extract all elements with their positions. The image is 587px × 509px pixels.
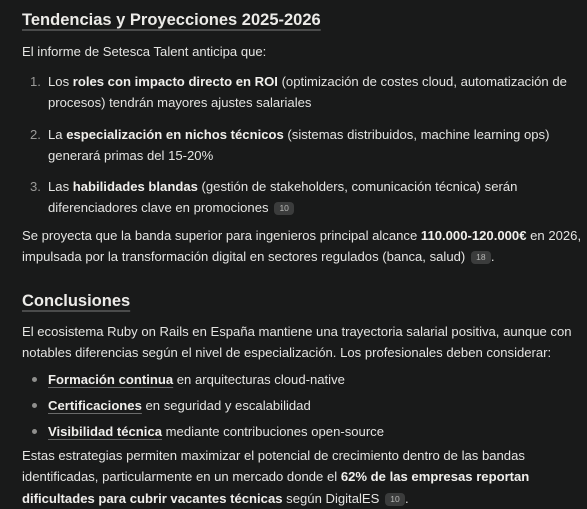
closing-paragraph: Estas estrategias permiten maximizar el potencial de crecimiento dentro de las bandas identificadas, particularmente en un mercado donde el 62% de las empresas reportan dificultades para cubrir vacantes técnicas según DigitalES 10 . (22, 445, 587, 509)
citation-badge[interactable]: 10 (385, 493, 405, 506)
list-item: 3. Las habilidades blandas (gestión de stakeholders, comunicación técnica) serán diferenciadores clave en promociones 10 (22, 176, 587, 218)
bullet-dot (32, 377, 37, 382)
list-item: 1. Los roles con impacto directo en ROI (optimización de costes cloud, automatización de procesos) tendrán mayores ajustes salariales (22, 71, 587, 113)
bullet-dot (32, 429, 37, 434)
list-item: Certificaciones en seguridad y escalabilidad (22, 395, 587, 416)
projection-paragraph: Se proyecta que la banda superior para ingenieros principal alcance 110.000-120.000€ en 2026, impulsada por la transformación digital en sectores regulados (banca, salud) 18 . (22, 225, 587, 268)
section-heading-conclusiones: Conclusiones (22, 290, 587, 312)
list-item: 2. La especialización en nichos técnicos (sistemas distribuidos, machine learning ops) generará primas del 15-20% (22, 124, 587, 166)
section-intro: El informe de Setesca Talent anticipa que: (22, 41, 587, 63)
list-item: Formación continua en arquitecturas cloud-native (22, 369, 587, 390)
citation-badge[interactable]: 18 (471, 251, 491, 264)
bullet-list (22, 369, 587, 442)
citation-badge[interactable]: 10 (274, 202, 294, 215)
section-heading-tendencias: Tendencias y Proyecciones 2025-2026 (22, 9, 587, 31)
bullet-dot (32, 403, 37, 408)
numbered-list (22, 71, 587, 218)
list-item: Visibilidad técnica mediante contribuciones open-source (22, 421, 587, 442)
conclusions-intro: El ecosistema Ruby on Rails en España mantiene una trayectoria salarial positiva, aunque con notables diferencias según el nivel de especialización. Los profesionales deben considerar: (22, 321, 587, 364)
